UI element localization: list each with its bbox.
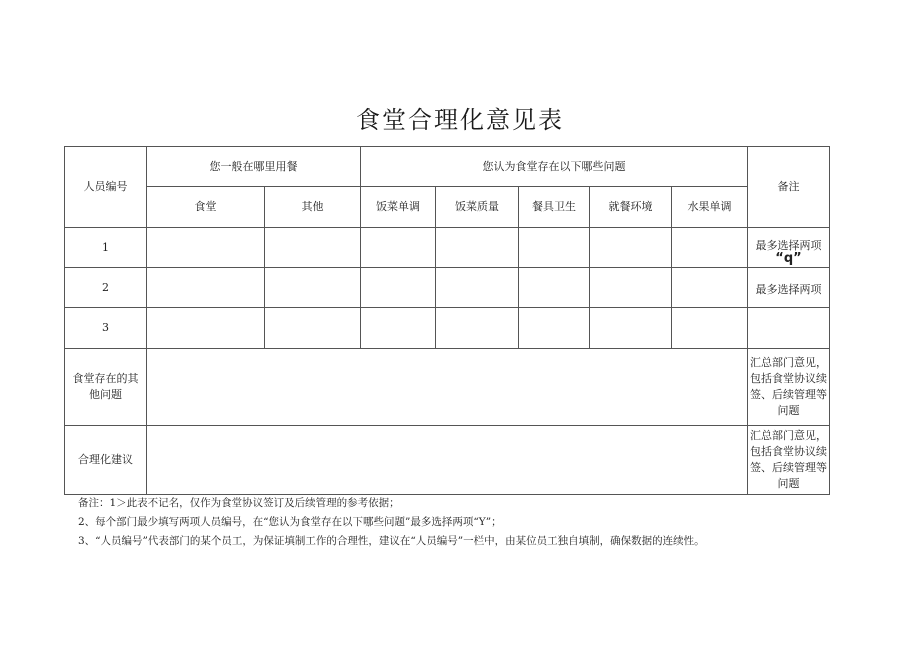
input-cell[interactable] <box>147 268 265 308</box>
suggestion-input[interactable] <box>147 426 748 495</box>
input-cell[interactable] <box>590 308 672 349</box>
input-cell[interactable] <box>265 308 361 349</box>
other-issues-remark: 汇总部门意见，包括食堂协议续签、后续管理等问题 <box>748 349 830 426</box>
note-line: 2、每个部门最少填写两项人员编号，在“您认为食堂存在以下哪些问题”最多选择两项“Y”； <box>78 516 502 528</box>
col-fruit: 水果单调 <box>672 187 748 228</box>
input-cell[interactable] <box>519 228 590 268</box>
header-issues: 您认为食堂存在以下哪些问题 <box>361 147 748 187</box>
input-cell[interactable] <box>265 268 361 308</box>
input-cell[interactable] <box>672 268 748 308</box>
other-issues-label: 食堂存在的其他问题 <box>65 349 147 426</box>
col-hygiene: 餐具卫生 <box>519 187 590 228</box>
header-person-id: 人员编号 <box>65 147 147 228</box>
other-issues-input[interactable] <box>147 349 748 426</box>
col-other: 其他 <box>265 187 361 228</box>
input-cell[interactable] <box>361 268 436 308</box>
input-cell[interactable] <box>590 268 672 308</box>
remark-text: 最多选择两项 <box>755 239 822 252</box>
note-line: 3、“人员编号”代表部门的某个员工，为保证填制工作的合理性，建议在“人员编号”一栏中，由某位员工独自填制，确保数据的连续性。 <box>78 535 705 547</box>
table-row <box>65 308 830 349</box>
input-cell[interactable] <box>590 228 672 268</box>
col-environment: 就餐环境 <box>590 187 672 228</box>
header-remarks: 备注 <box>748 147 830 228</box>
notes <box>78 494 705 551</box>
input-cell[interactable] <box>265 228 361 268</box>
col-canteen: 食堂 <box>147 187 265 228</box>
input-cell[interactable] <box>519 308 590 349</box>
input-cell[interactable] <box>436 268 519 308</box>
row-remark: 最多选择两项 <box>748 268 830 308</box>
table-row <box>65 268 830 308</box>
input-cell[interactable] <box>361 228 436 268</box>
input-cell[interactable] <box>519 268 590 308</box>
row-remark <box>748 228 830 268</box>
table-row <box>65 228 830 268</box>
input-cell[interactable] <box>147 228 265 268</box>
suggestion-label: 合理化建议 <box>65 426 147 495</box>
row-number: 2 <box>65 268 147 308</box>
input-cell[interactable] <box>436 228 519 268</box>
input-cell[interactable] <box>672 308 748 349</box>
input-cell[interactable] <box>361 308 436 349</box>
note-line: 备注：1＞此表不记名，仅作为食堂协议签订及后续管理的参考依据； <box>78 497 400 509</box>
row-remark <box>748 308 830 349</box>
header-where-eat: 您一般在哪里用餐 <box>147 147 361 187</box>
opinion-table <box>64 146 830 495</box>
input-cell[interactable] <box>147 308 265 349</box>
row-number: 1 <box>65 228 147 268</box>
page-title: 食堂合理化意见表 <box>356 106 564 134</box>
col-seasoning: 饭菜单调 <box>361 187 436 228</box>
input-cell[interactable] <box>672 228 748 268</box>
col-quality: 饭菜质量 <box>436 187 519 228</box>
input-cell[interactable] <box>436 308 519 349</box>
suggestion-remark: 汇总部门意见，包括食堂协议续签、后续管理等问题 <box>748 426 830 495</box>
row-number: 3 <box>65 308 147 349</box>
remark-mark: “q” <box>775 251 802 266</box>
